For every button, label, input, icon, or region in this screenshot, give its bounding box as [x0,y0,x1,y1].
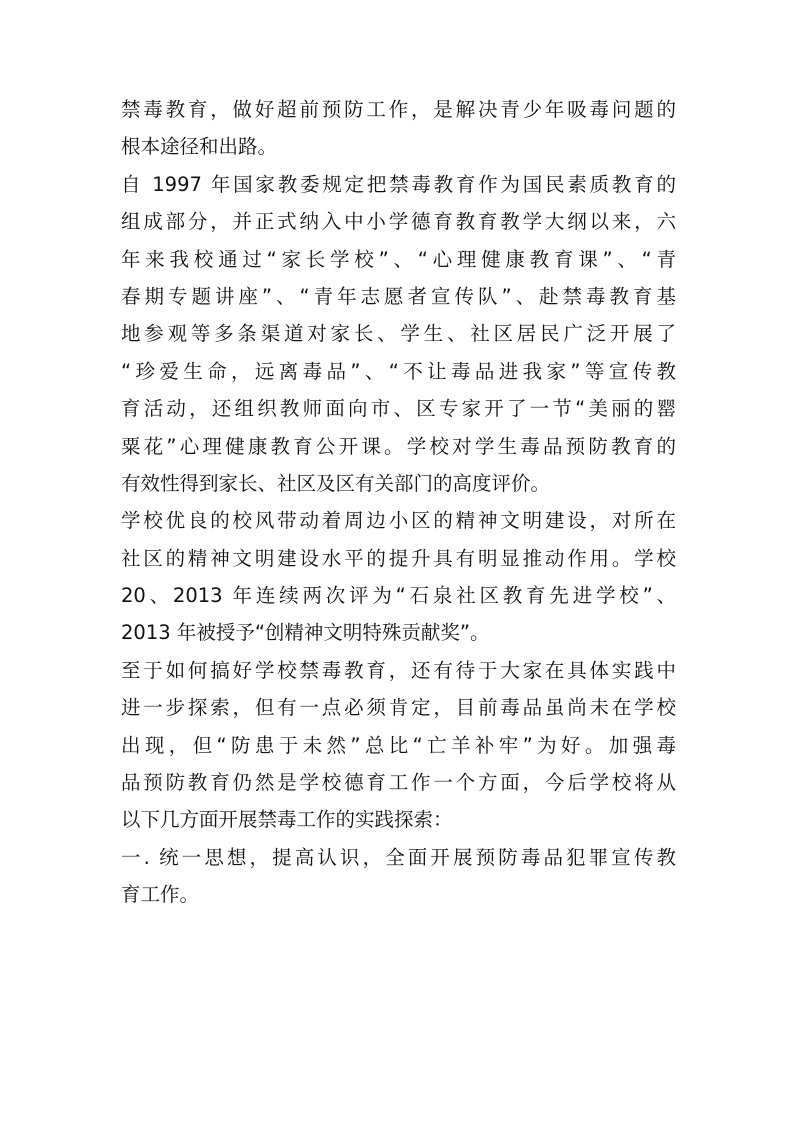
paragraph-future-plans [121,652,676,839]
text-line: 粟花”心理健康教育公开课。学校对学生毒品预防教育的 [121,434,676,458]
text-line: 根本途径和出路。 [121,135,278,159]
text-line: 组成部分，并正式纳入中小学德育教育教学大纲以来，六 [121,210,676,234]
paragraph-school-honors [121,502,676,652]
text-line: 自 1997 年国家教委规定把禁毒教育作为国民素质教育的 [121,172,676,196]
document-body [121,91,676,914]
text-line: 春期专题讲座”、“青年志愿者宣传队”、赴禁毒教育基 [121,284,676,308]
text-line: 至于如何搞好学校禁毒教育，还有待于大家在具体实践中 [121,658,676,682]
text-line: 出现，但“防患于未然”总比“亡羊补牢”为好。加强毒 [121,733,676,757]
text-line: 20、2013 年连续两次评为“石泉社区教育先进学校”、 [121,584,676,608]
paragraph-prevention-intro [121,91,676,166]
text-line: 有效性得到家长、社区及区有关部门的高度评价。 [121,471,551,495]
text-line: 2013 年被授予“创精神文明特殊贡献奖”。 [121,621,490,645]
text-line: 品预防教育仍然是学校德育工作一个方面，今后学校将从 [121,771,676,795]
text-line: 学校优良的校风带动着周边小区的精神文明建设，对所在 [121,509,676,533]
text-line: 进一步探索，但有一点必须肯定，目前毒品虽尚未在学校 [121,696,676,720]
text-line: 社区的精神文明建设水平的提升具有明显推动作用。学校 [121,546,676,570]
text-line: 以下几方面开展禁毒工作的实践探索： [121,808,453,832]
text-line: 禁毒教育，做好超前预防工作，是解决青少年吸毒问题的 [121,98,676,121]
text-line: 一. 统一思想，提高认识，全面开展预防毒品犯罪宣传教 [121,845,676,869]
text-line: 地参观等多条渠道对家长、学生、社区居民广泛开展了 [121,322,676,346]
text-line: 育工作。 [121,883,200,907]
text-line: 年来我校通过“家长学校”、“心理健康教育课”、“青 [121,247,676,271]
text-line: “珍爱生命，远离毒品”、“不让毒品进我家”等宣传教 [121,359,676,383]
text-line: 育活动，还组织教师面向市、区专家开了一节“美丽的罂 [121,397,676,421]
paragraph-section-one [121,839,676,914]
paragraph-school-activities [121,166,676,503]
